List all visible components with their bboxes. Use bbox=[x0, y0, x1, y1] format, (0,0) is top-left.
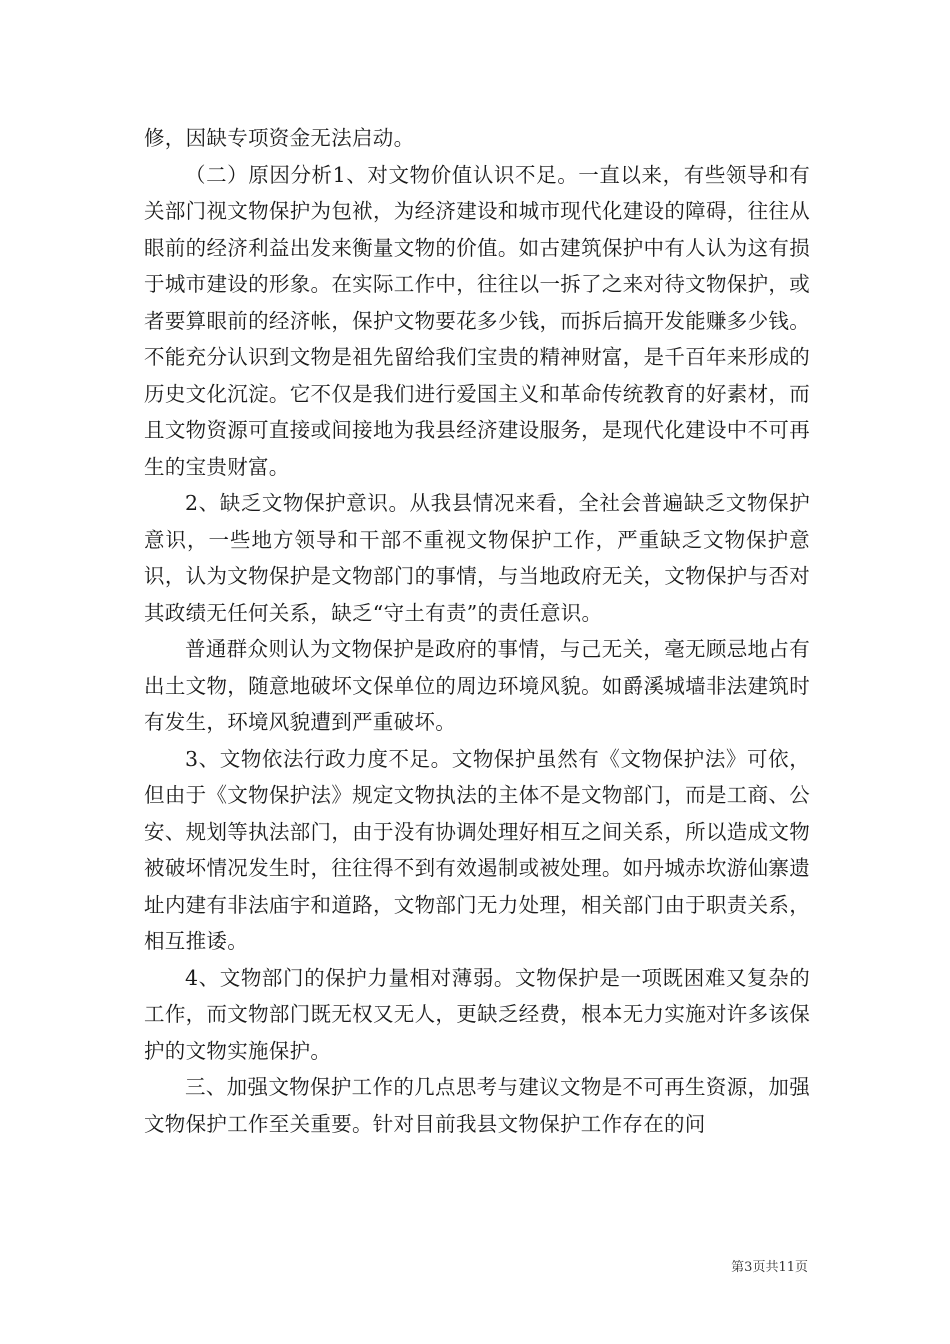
paragraph-public-attitude: 普通群众则认为文物保护是政府的事情，与己无关，毫无顾忌地占有出土文物，随意地破坏文保单位的周边环境风貌。如爵溪城墙非法建筑时有发生，环境风貌遭到严重破坏。 bbox=[144, 637, 810, 734]
paragraph-suggestions: 三、加强文物保护工作的几点思考与建议文物是不可再生资源，加强文物保护工作至关重要。针对目前我县文物保护工作存在的问 bbox=[144, 1075, 810, 1136]
paragraph-lack-awareness: 2、缺乏文物保护意识。从我县情况来看，全社会普遍缺乏文物保护意识，一些地方领导和干部不重视文物保护工作，严重缺乏文物保护意识，认为文物保护是文物部门的事情，与当地政府无关，文物保护与否对其政绩无任何关系，缺乏“守土有责”的责任意识。 bbox=[144, 491, 810, 625]
paragraph-cause-analysis: （二）原因分析1、对文物价值认识不足。一直以来，有些领导和有关部门视文物保护为包袱，为经济建设和城市现代化建设的障碍，往往从眼前的经济利益出发来衡量文物的价值。如古建筑保护中有人认为这有损于城市建设的形象。在实际工作中，往往以一拆了之来对待文物保护，或者要算眼前的经济帐，保护文物要花多少钱，而拆后搞开发能赚多少钱。不能充分认识到文物是祖先留给我们宝贵的精神财富，是千百年来形成的历史文化沉淀。它不仅是我们进行爱国主义和革命传统教育的好素材，而且文物资源可直接或间接地为我县经济建设服务，是现代化建设中不可再生的宝贵财富。 bbox=[144, 162, 810, 479]
page-number-footer: 第3页共11页 bbox=[731, 1260, 808, 1275]
paragraph-continuation: 修，因缺专项资金无法启动。 bbox=[144, 126, 415, 150]
paragraph-law-enforcement: 3、文物依法行政力度不足。文物保护虽然有《文物保护法》可依，但由于《文物保护法》规定文物执法的主体不是文物部门，而是工商、公安、规划等执法部门，由于没有协调处理好相互之间关系，所以造成文物被破坏情况发生时，往往得不到有效遏制或被处理。如丹城赤坎游仙寨遗址内建有非法庙宇和道路，文物部门无力处理，相关部门由于职责关系，相互推诿。 bbox=[144, 746, 810, 953]
paragraph-weak-capacity: 4、文物部门的保护力量相对薄弱。文物保护是一项既困难又复杂的工作，而文物部门既无权又无人，更缺乏经费，根本无力实施对许多该保护的文物实施保护。 bbox=[144, 965, 810, 1063]
document-page bbox=[144, 120, 810, 1142]
